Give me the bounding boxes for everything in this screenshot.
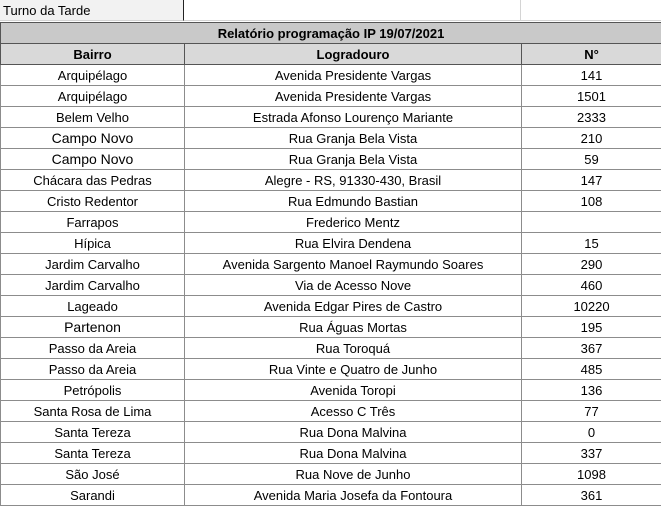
report-rows (1, 65, 661, 506)
cell-logradouro[interactable]: Alegre - RS, 91330-430, Brasil (185, 170, 522, 191)
table-row (1, 191, 661, 212)
table-row (1, 443, 661, 464)
cell-logradouro[interactable]: Avenida Presidente Vargas (185, 86, 522, 107)
cell-bairro[interactable]: Passo da Areia (1, 338, 185, 359)
cell-bairro[interactable]: Campo Novo (1, 128, 185, 149)
cell-logradouro[interactable]: Rua Águas Mortas (185, 317, 522, 338)
cell-bairro[interactable]: Chácara das Pedras (1, 170, 185, 191)
cell-bairro[interactable]: Sarandi (1, 485, 185, 506)
cell-logradouro[interactable]: Rua Vinte e Quatro de Junho (185, 359, 522, 380)
table-row (1, 128, 661, 149)
cell-logradouro[interactable]: Rua Edmundo Bastian (185, 191, 522, 212)
table-row (1, 485, 661, 506)
cell-logradouro[interactable]: Acesso C Três (185, 401, 522, 422)
cell-numero[interactable]: 59 (522, 149, 661, 170)
cell-numero[interactable] (522, 212, 661, 233)
empty-cell[interactable] (184, 0, 521, 21)
table-row (1, 401, 661, 422)
cell-logradouro[interactable]: Via de Acesso Nove (185, 275, 522, 296)
cell-numero[interactable]: 367 (522, 338, 661, 359)
table-row (1, 149, 661, 170)
cell-numero[interactable]: 0 (522, 422, 661, 443)
cell-numero[interactable]: 290 (522, 254, 661, 275)
table-row (1, 422, 661, 443)
table-row (1, 212, 661, 233)
cell-numero[interactable]: 485 (522, 359, 661, 380)
cell-bairro[interactable]: Farrapos (1, 212, 185, 233)
report-table (0, 22, 661, 506)
cell-bairro[interactable]: Jardim Carvalho (1, 254, 185, 275)
cell-bairro[interactable]: Petrópolis (1, 380, 185, 401)
cell-numero[interactable]: 1098 (522, 464, 661, 485)
cell-logradouro[interactable]: Rua Granja Bela Vista (185, 128, 522, 149)
cell-numero[interactable]: 1501 (522, 86, 661, 107)
cell-logradouro[interactable]: Avenida Maria Josefa da Fontoura (185, 485, 522, 506)
table-row (1, 254, 661, 275)
column-header-logradouro[interactable]: Logradouro (185, 44, 522, 65)
table-row (1, 359, 661, 380)
table-row (1, 296, 661, 317)
cell-bairro[interactable]: Passo da Areia (1, 359, 185, 380)
table-row (1, 338, 661, 359)
table-row (1, 65, 661, 86)
cell-numero[interactable]: 2333 (522, 107, 661, 128)
report-title[interactable]: Relatório programação IP 19/07/2021 (1, 23, 661, 44)
table-row (1, 464, 661, 485)
column-header-numero[interactable]: N° (522, 44, 661, 65)
cell-bairro[interactable]: Santa Rosa de Lima (1, 401, 185, 422)
top-row (0, 0, 661, 22)
cell-bairro[interactable]: Lageado (1, 296, 185, 317)
cell-numero[interactable]: 460 (522, 275, 661, 296)
cell-numero[interactable]: 10220 (522, 296, 661, 317)
cell-bairro[interactable]: São José (1, 464, 185, 485)
cell-bairro[interactable]: Belem Velho (1, 107, 185, 128)
cell-bairro[interactable]: Arquipélago (1, 86, 185, 107)
cell-bairro[interactable]: Jardim Carvalho (1, 275, 185, 296)
cell-logradouro[interactable]: Rua Dona Malvina (185, 422, 522, 443)
empty-cell[interactable] (521, 0, 661, 21)
cell-numero[interactable]: 136 (522, 380, 661, 401)
cell-logradouro[interactable]: Avenida Edgar Pires de Castro (185, 296, 522, 317)
cell-numero[interactable]: 210 (522, 128, 661, 149)
cell-bairro[interactable]: Campo Novo (1, 149, 185, 170)
cell-logradouro[interactable]: Estrada Afonso Lourenço Mariante (185, 107, 522, 128)
table-row (1, 107, 661, 128)
shift-label-cell[interactable]: Turno da Tarde (0, 0, 184, 21)
cell-bairro[interactable]: Arquipélago (1, 65, 185, 86)
table-row (1, 275, 661, 296)
cell-logradouro[interactable]: Rua Elvira Dendena (185, 233, 522, 254)
cell-logradouro[interactable]: Rua Granja Bela Vista (185, 149, 522, 170)
column-header-bairro[interactable]: Bairro (1, 44, 185, 65)
cell-numero[interactable]: 108 (522, 191, 661, 212)
cell-numero[interactable]: 361 (522, 485, 661, 506)
cell-numero[interactable]: 15 (522, 233, 661, 254)
table-row (1, 86, 661, 107)
cell-logradouro[interactable]: Avenida Sargento Manoel Raymundo Soares (185, 254, 522, 275)
cell-logradouro[interactable]: Rua Toroquá (185, 338, 522, 359)
cell-numero[interactable]: 77 (522, 401, 661, 422)
cell-bairro[interactable]: Partenon (1, 317, 185, 338)
cell-logradouro[interactable]: Rua Dona Malvina (185, 443, 522, 464)
table-row (1, 317, 661, 338)
table-row (1, 170, 661, 191)
cell-numero[interactable]: 141 (522, 65, 661, 86)
cell-logradouro[interactable]: Frederico Mentz (185, 212, 522, 233)
cell-bairro[interactable]: Santa Tereza (1, 422, 185, 443)
cell-numero[interactable]: 195 (522, 317, 661, 338)
cell-logradouro[interactable]: Avenida Presidente Vargas (185, 65, 522, 86)
cell-bairro[interactable]: Cristo Redentor (1, 191, 185, 212)
cell-numero[interactable]: 337 (522, 443, 661, 464)
table-row (1, 233, 661, 254)
cell-numero[interactable]: 147 (522, 170, 661, 191)
cell-bairro[interactable]: Santa Tereza (1, 443, 185, 464)
cell-logradouro[interactable]: Rua Nove de Junho (185, 464, 522, 485)
cell-logradouro[interactable]: Avenida Toropi (185, 380, 522, 401)
cell-bairro[interactable]: Hípica (1, 233, 185, 254)
table-row (1, 380, 661, 401)
